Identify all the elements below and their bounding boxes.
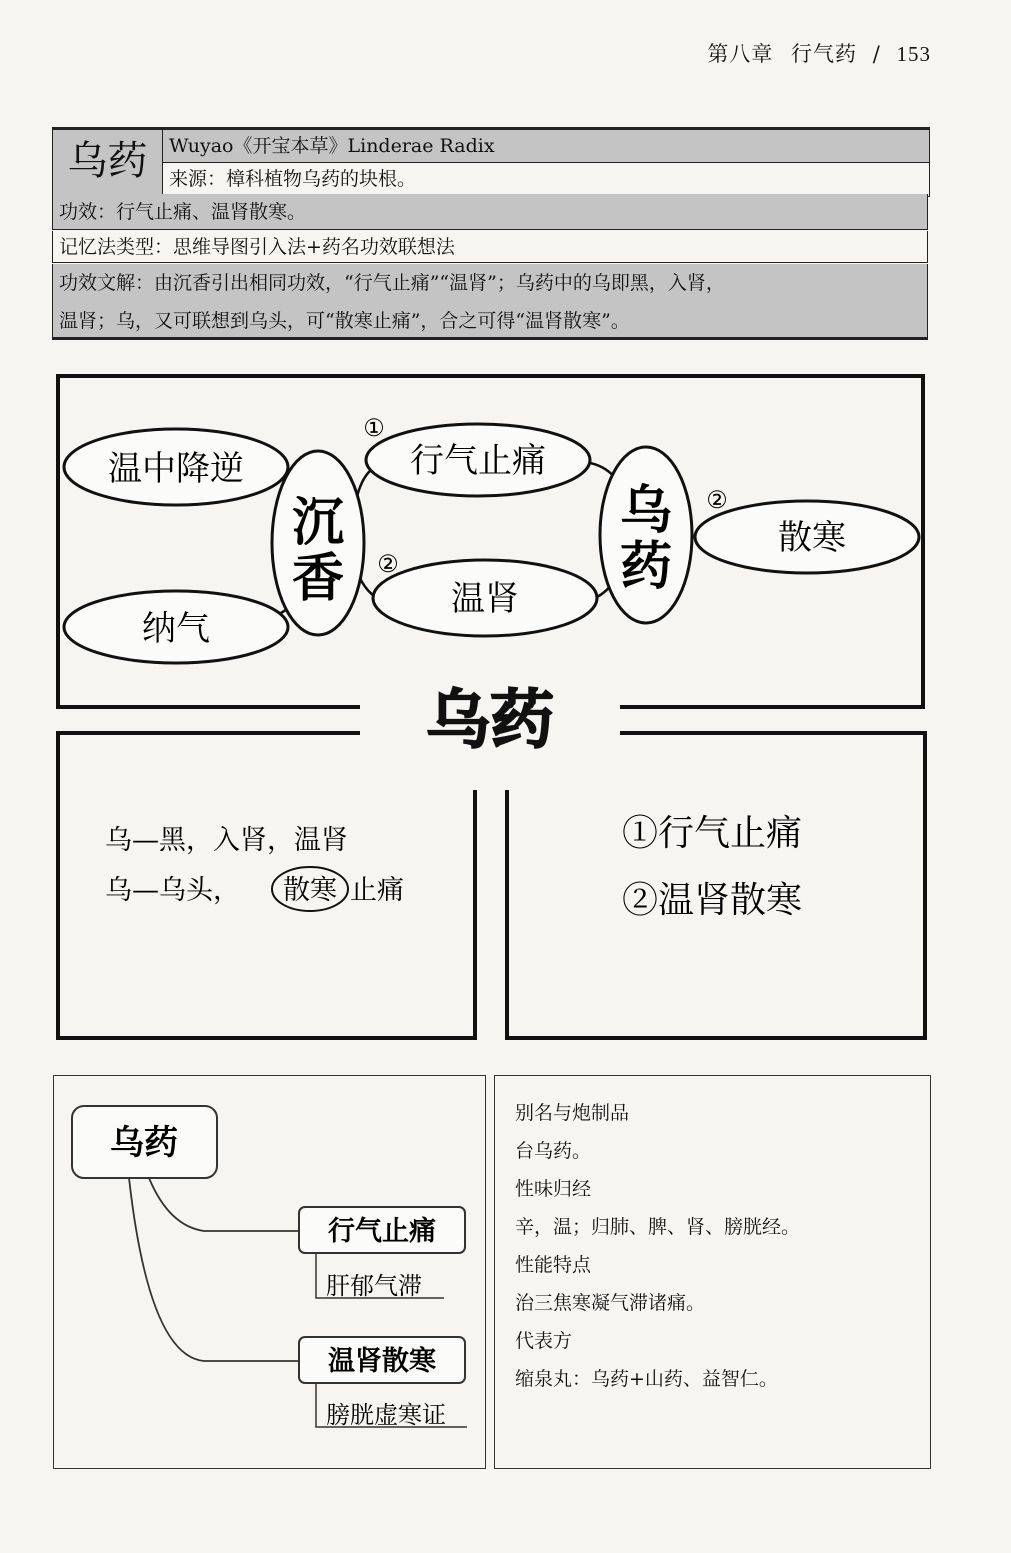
herb-chenxiang-char-1: 沉 [291, 492, 345, 553]
nature-label: 性味归经 [515, 1178, 592, 1200]
node-warm-middle-text: 温中降逆 [108, 449, 244, 489]
branch-1-sub: 肝郁气滞 [326, 1272, 422, 1300]
herb-effect: 功效：行气止痛、温肾散寒。 [52, 194, 928, 230]
mnemonic-line-2-circled: 散寒 [283, 875, 337, 906]
feature-label: 性能特点 [515, 1254, 592, 1276]
effect-explanation [52, 264, 928, 340]
mnemonic-line-1: 乌—黑，入肾，温肾 [105, 825, 348, 856]
marker-two-right: ② [706, 486, 728, 514]
mind-map-diagram [0, 360, 1011, 1060]
alias-value: 台乌药。 [515, 1140, 592, 1162]
mnemonic-line-2-start: 乌—乌头， [105, 875, 240, 906]
header-separator: / [872, 42, 881, 66]
effect-tree [54, 1076, 487, 1470]
node-move-qi-text: 行气止痛 [410, 441, 546, 481]
herb-info-box [494, 1075, 931, 1469]
nature-value: 辛，温；归肺、脾、肾、膀胱经。 [515, 1216, 801, 1238]
tree-root-label: 乌药 [110, 1123, 178, 1163]
effect-summary-1: ①行气止痛 [622, 813, 803, 854]
herb-chenxiang-char-2: 香 [291, 548, 345, 609]
marker-one-top: ① [363, 414, 385, 442]
formula-value: 缩泉丸：乌药+山药、益智仁。 [515, 1368, 778, 1390]
feature-value: 治三焦寒凝气滞诸痛。 [515, 1292, 706, 1314]
node-grasp-qi-text: 纳气 [142, 609, 210, 649]
herb-wuyao-char-1: 乌 [619, 480, 673, 541]
card-title-row [52, 127, 930, 197]
herb-wuyao-char-2: 药 [619, 536, 673, 597]
branch-2-sub: 膀胱虚寒证 [326, 1401, 446, 1429]
chapter-number: 第八章 [707, 42, 774, 66]
memory-method-type: 记忆法类型：思维导图引入法+药名功效联想法 [52, 231, 928, 263]
tree-branch-lines [129, 1178, 299, 1361]
herb-source: 来源：樟科植物乌药的块根。 [163, 163, 929, 196]
explanation-line-1: 功效文解：由沉香引出相同功效，“行气止痛”“温肾”；乌药中的乌即黑，入肾， [59, 272, 725, 294]
mnemonic-line-2-end: 止痛 [350, 875, 404, 906]
herb-title-line: Wuyao《开宝本草》Linderae Radix [163, 130, 929, 163]
branch-1-label: 行气止痛 [328, 1216, 436, 1247]
marker-two-left: ② [377, 550, 399, 578]
node-dispel-cold-text: 散寒 [778, 518, 846, 558]
chapter-title: 行气药 [791, 42, 858, 66]
herb-name-large: 乌药 [53, 130, 163, 196]
alias-label: 别名与炮制品 [515, 1102, 630, 1124]
banner-title: 乌药 [426, 683, 554, 758]
formula-label: 代表方 [515, 1330, 573, 1352]
explanation-line-2: 温肾；乌，又可联想到乌头，可“散寒止痛”，合之可得“温肾散寒”。 [59, 310, 630, 332]
page-number: 153 [896, 42, 931, 66]
page-header [707, 38, 931, 68]
effect-tree-box [53, 1075, 486, 1469]
branch-2-label: 温肾散寒 [328, 1346, 436, 1377]
effect-summary-2: ②温肾散寒 [622, 880, 803, 921]
node-warm-kidney-text: 温肾 [451, 579, 519, 619]
